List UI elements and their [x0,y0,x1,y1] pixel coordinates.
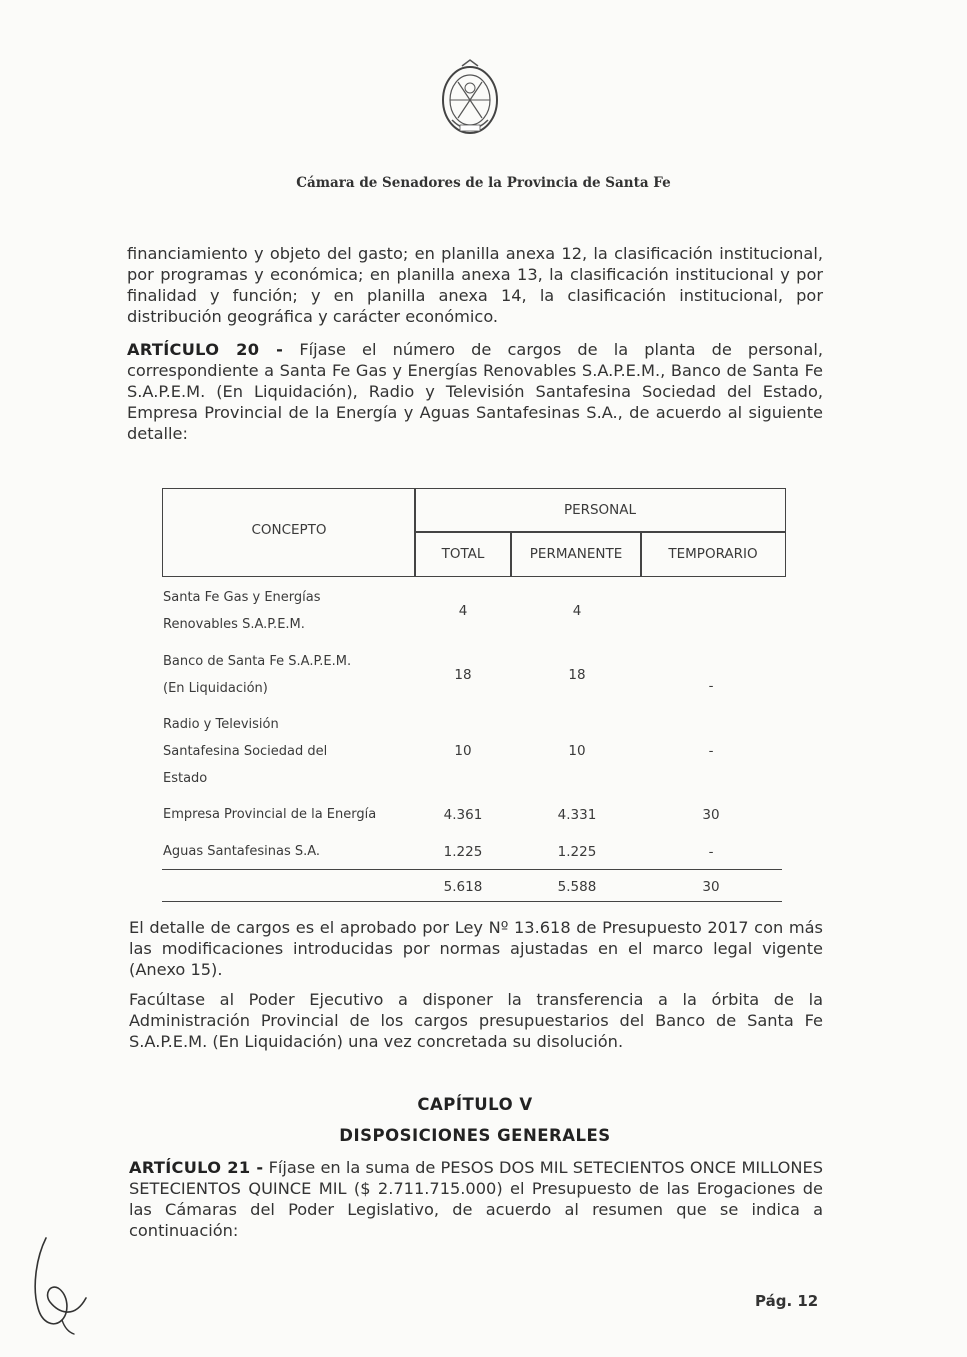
personal-header-label: PERSONAL [563,502,637,518]
page-number: Pág. 12 [755,1292,819,1310]
santa-fe-coat-of-arms-icon [438,58,502,144]
institution-title: Cámara de Senadores de la Provincia de Santa Fe [296,175,671,191]
table-row-permanente: 18 [568,667,586,683]
table-row-concept: Empresa Provincial de la Energía [163,807,377,822]
totals-top-rule [162,869,782,870]
table-row-total: 10 [454,743,472,759]
table-row-permanente: 4.331 [557,807,597,823]
table-row-permanente: 10 [568,743,586,759]
table-row-total: 18 [454,667,472,683]
totals-bottom-rule [162,901,782,902]
totals-permanente: 5.588 [557,879,597,895]
total-column-label: TOTAL [441,546,485,562]
table-row-temporario: - [708,678,714,694]
article-20-body: Fíjase el número de cargos de la planta de personal, correspondiente a Santa Fe Gas y Energías Renovables S.A.P.E.M., Banco de Santa Fe S.A.P.E.M. (En Liquidación), Radio y Televisión Santafesina Sociedad del Estado, Empresa Provincial de la Energía y Aguas Santafesinas S.A., de acuerdo al siguiente detalle: [127,340,823,443]
article-20-heading: ARTÍCULO 20 - [127,340,284,359]
table-row-concept: Santa Fe Gas y Energías Renovables S.A.P.E.M. [163,590,321,632]
concept-header-label: CONCEPTO [251,522,327,538]
detail-paragraph: El detalle de cargos es el aprobado por Ley Nº 13.618 de Presupuesto 2017 con más las modificaciones introducidas por normas ajustadas en el marco legal vigente (Anexo 15). [129,918,823,979]
table-row-temporario: - [708,844,714,860]
table-row-temporario: - [708,743,714,759]
totals-temporario: 30 [702,879,720,895]
table-row-permanente: 1.225 [557,844,597,860]
paragraph-continuation: financiamiento y objeto del gasto; en planilla anexa 12, la clasificación institucional, por programas y económica; en planilla anexa 13, la clasificación institucional y por finalidad y función; y en planilla anexa 14, la clasificación institucional, por distribución geográfica y carácter económico. [127,244,823,326]
article-21-heading: ARTÍCULO 21 - [129,1158,264,1177]
table-row-concept: Aguas Santafesinas S.A. [163,844,321,859]
temporario-column-label: TEMPORARIO [668,546,758,562]
chapter-number: CAPÍTULO V [417,1095,533,1114]
table-row-total: 1.225 [443,844,483,860]
chapter-name: DISPOSICIONES GENERALES [339,1126,611,1145]
article-20-paragraph [127,339,823,444]
permanente-column-label: PERMANENTE [529,546,623,562]
table-row-permanente: 4 [572,603,582,619]
table-row-concept: Banco de Santa Fe S.A.P.E.M. (En Liquidación) [163,654,352,696]
faculty-paragraph: Facúltase al Poder Ejecutivo a disponer la transferencia a la órbita de la Administración Provincial de los cargos presupuestarios del Banco de Santa Fe S.A.P.E.M. (En Liquidación) una vez concretada su disolución. [129,990,823,1051]
article-21-body: Fíjase en la suma de PESOS DOS MIL SETECIENTOS ONCE MILLONES SETECIENTOS QUINCE MIL ($ 2.711.715.000) el Presupuesto de las Erogaciones de las Cámaras del Poder Legislativo, de acuerdo al resumen que se indica a continuación: [129,1158,823,1240]
table-row-total: 4.361 [443,807,483,823]
table-row-temporario: 30 [702,807,720,823]
handwritten-initial-icon [28,1228,98,1338]
article-21-paragraph [129,1157,823,1241]
table-row-total: 4 [458,603,468,619]
totals-total: 5.618 [443,879,483,895]
table-row-concept: Radio y Televisión Santafesina Sociedad del Estado [163,717,328,786]
